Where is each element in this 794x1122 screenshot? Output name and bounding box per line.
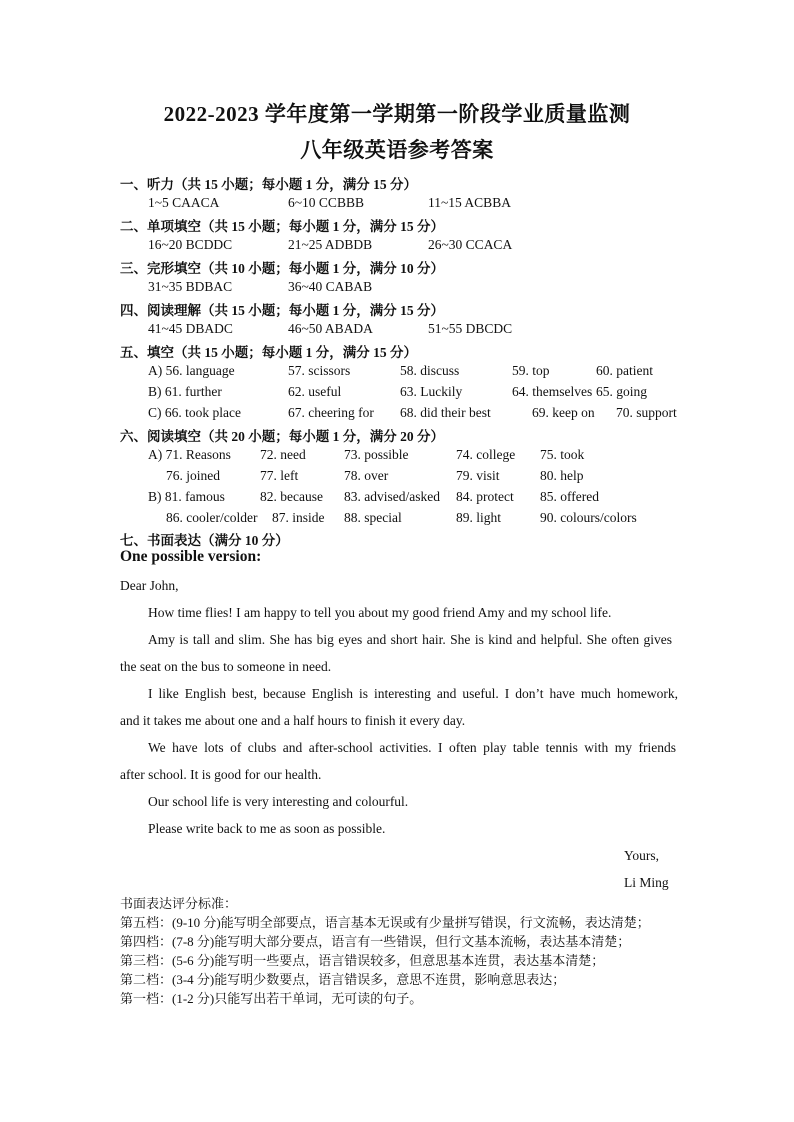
answer-cell: 88. special bbox=[344, 510, 402, 525]
answer-group: 21~25 ADBDB bbox=[288, 237, 373, 252]
essay-line: I like English best, because English is interesting and useful. I don’t have much homework, bbox=[148, 686, 678, 701]
answer-cell: 59. top bbox=[512, 363, 550, 378]
answer-cell: 74. college bbox=[456, 447, 516, 462]
answer-cell: 69. keep on bbox=[532, 405, 595, 420]
answer-group: 16~20 BCDDC bbox=[148, 237, 233, 252]
answer-cell: 83. advised/asked bbox=[344, 489, 440, 504]
essay-greeting: Dear John, bbox=[120, 578, 179, 593]
page-subtitle: 八年级英语参考答案 bbox=[300, 138, 494, 162]
section-heading-writing: 七、书面表达（满分 10 分） bbox=[120, 533, 289, 548]
essay-line: How time flies! I am happy to tell you about my good friend Amy and my school life. bbox=[148, 605, 612, 620]
rubric-level: 第四档：(7-8 分)能写明大部分要点，语言有一些错误，但行文基本流畅，表达基本清楚； bbox=[120, 934, 631, 949]
answer-cell: 75. took bbox=[540, 447, 585, 462]
answer-cell: 72. need bbox=[260, 447, 306, 462]
answer-cell: 58. discuss bbox=[400, 363, 460, 378]
section-heading-reading-fill: 六、阅读填空（共 20 小题；每小题 1 分，满分 20 分） bbox=[120, 429, 444, 444]
answer-group: 26~30 CCACA bbox=[428, 237, 513, 252]
essay-closing: Yours, bbox=[624, 848, 660, 863]
answer-cell: 86. cooler/colder bbox=[166, 510, 258, 525]
essay-line: Our school life is very interesting and colourful. bbox=[148, 794, 409, 809]
section-heading-fill-in: 五、填空（共 15 小题；每小题 1 分，满分 15 分） bbox=[120, 345, 417, 360]
section-heading-single-choice: 二、单项填空（共 15 小题；每小题 1 分，满分 15 分） bbox=[120, 219, 444, 234]
rubric-level: 第五档：(9-10 分)能写明全部要点，语言基本无误或有少量拼写错误，行文流畅，表达清楚； bbox=[120, 915, 650, 930]
answer-cell: 65. going bbox=[596, 384, 648, 399]
essay-line: the seat on the bus to someone in need. bbox=[120, 659, 332, 674]
answer-group: 31~35 BDBAC bbox=[148, 279, 233, 294]
answer-cell: 62. useful bbox=[288, 384, 342, 399]
answer-cell: 57. scissors bbox=[288, 363, 351, 378]
answer-cell: 84. protect bbox=[456, 489, 514, 504]
answer-cell: 63. Luckily bbox=[400, 384, 463, 399]
answer-group: 1~5 CAACA bbox=[148, 195, 220, 210]
essay-line: Please write back to me as soon as possible. bbox=[148, 821, 386, 836]
answer-group: 36~40 CABAB bbox=[288, 279, 373, 294]
answer-cell: A) 56. language bbox=[148, 363, 235, 378]
answer-cell: 82. because bbox=[260, 489, 323, 504]
rubric-title: 书面表达评分标准： bbox=[120, 896, 238, 911]
sample-essay-label: One possible version: bbox=[120, 548, 262, 565]
rubric-level: 第二档：(3-4 分)能写明少数要点，语言错误多，意思不连贯，影响意思表达； bbox=[120, 972, 566, 987]
answer-cell: 64. themselves bbox=[512, 384, 593, 399]
answer-cell: 90. colours/colors bbox=[540, 510, 637, 525]
answer-cell: 70. support bbox=[616, 405, 677, 420]
answer-cell: B) 81. famous bbox=[148, 489, 225, 504]
rubric-level: 第一档：(1-2 分)只能写出若干单词，无可读的句子。 bbox=[120, 991, 423, 1006]
answer-cell: 67. cheering for bbox=[288, 405, 374, 420]
answer-group: 11~15 ACBBA bbox=[428, 195, 511, 210]
essay-line: after school. It is good for our health. bbox=[120, 767, 322, 782]
answer-group: 6~10 CCBBB bbox=[288, 195, 364, 210]
answer-cell: 76. joined bbox=[166, 468, 220, 483]
answer-cell: 80. help bbox=[540, 468, 584, 483]
essay-line: Amy is tall and slim. She has big eyes and short hair. She is kind and helpful. She often gives bbox=[148, 632, 672, 647]
section-heading-listening: 一、听力（共 15 小题；每小题 1 分，满分 15 分） bbox=[120, 177, 417, 192]
answer-cell: 77. left bbox=[260, 468, 299, 483]
answer-cell: 87. inside bbox=[272, 510, 325, 525]
answer-cell: 79. visit bbox=[456, 468, 500, 483]
answer-cell: A) 71. Reasons bbox=[148, 447, 231, 462]
answer-cell: 68. did their best bbox=[400, 405, 491, 420]
answer-cell: 73. possible bbox=[344, 447, 409, 462]
page-title: 2022-2023 学年度第一学期第一阶段学业质量监测 bbox=[163, 102, 631, 126]
answer-group: 46~50 ABADA bbox=[288, 321, 373, 336]
answer-cell: C) 66. took place bbox=[148, 405, 241, 420]
answer-cell: 60. patient bbox=[596, 363, 653, 378]
essay-line: and it takes me about one and a half hours to finish it every day. bbox=[120, 713, 466, 728]
answer-cell: 89. light bbox=[456, 510, 502, 525]
answer-cell: 78. over bbox=[344, 468, 389, 483]
answer-group: 51~55 DBCDC bbox=[428, 321, 513, 336]
section-heading-reading: 四、阅读理解（共 15 小题；每小题 1 分，满分 15 分） bbox=[120, 303, 444, 318]
answer-group: 41~45 DBADC bbox=[148, 321, 233, 336]
rubric-level: 第三档：(5-6 分)能写明一些要点，语言错误较多，但意思基本连贯，表达基本清楚； bbox=[120, 953, 605, 968]
essay-signature: Li Ming bbox=[624, 875, 669, 890]
section-heading-cloze: 三、完形填空（共 10 小题；每小题 1 分，满分 10 分） bbox=[120, 261, 444, 276]
essay-line: We have lots of clubs and after-school activities. I often play table tennis with my friends bbox=[148, 740, 676, 755]
answer-cell: B) 61. further bbox=[148, 384, 222, 399]
answer-cell: 85. offered bbox=[540, 489, 599, 504]
